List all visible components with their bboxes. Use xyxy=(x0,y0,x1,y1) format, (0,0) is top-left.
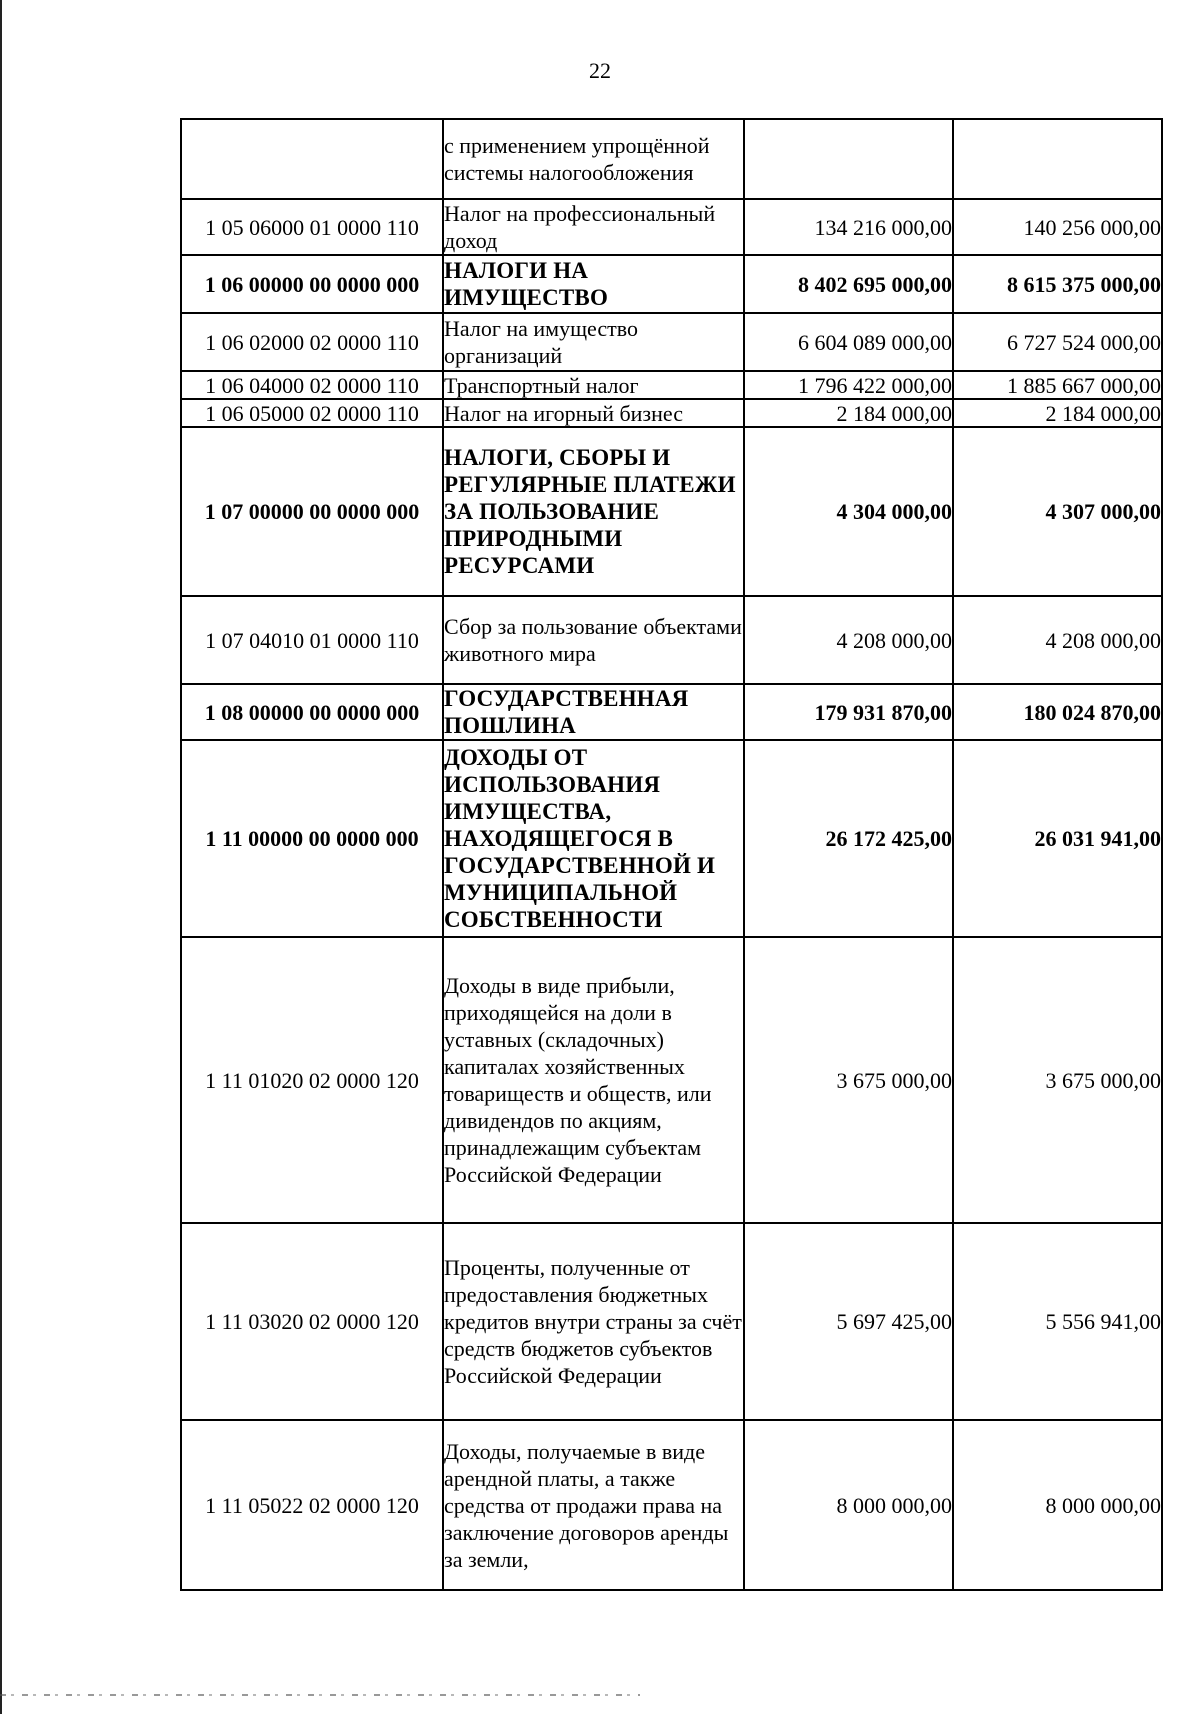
revenue-table xyxy=(180,118,1163,1591)
budget-code: 1 11 05022 02 0000 120 xyxy=(181,1420,443,1590)
table-row-section xyxy=(181,740,1162,937)
scan-edge xyxy=(0,0,2,1714)
revenue-name: Проценты, полученные от предоставления бюджетных кредитов внутри страны за счёт средств бюджетов субъектов Российской Федерации xyxy=(443,1223,744,1420)
amount-year-1: 3 675 000,00 xyxy=(744,937,953,1223)
table-row xyxy=(181,371,1162,399)
table-row-section xyxy=(181,684,1162,740)
scan-artifact xyxy=(0,1694,640,1696)
amount-year-1 xyxy=(744,119,953,199)
amount-year-1: 5 697 425,00 xyxy=(744,1223,953,1420)
amount-year-2: 26 031 941,00 xyxy=(953,740,1162,937)
amount-year-2: 5 556 941,00 xyxy=(953,1223,1162,1420)
amount-year-1: 4 208 000,00 xyxy=(744,596,953,684)
amount-year-2: 2 184 000,00 xyxy=(953,399,1162,427)
table-row-section xyxy=(181,255,1162,313)
amount-year-2: 6 727 524 000,00 xyxy=(953,313,1162,371)
amount-year-1: 26 172 425,00 xyxy=(744,740,953,937)
budget-code: 1 11 03020 02 0000 120 xyxy=(181,1223,443,1420)
budget-code: 1 05 06000 01 0000 110 xyxy=(181,199,443,255)
amount-year-1: 134 216 000,00 xyxy=(744,199,953,255)
amount-year-1: 179 931 870,00 xyxy=(744,684,953,740)
budget-code: 1 08 00000 00 0000 000 xyxy=(181,684,443,740)
budget-code: 1 06 00000 00 0000 000 xyxy=(181,255,443,313)
page-number: 22 xyxy=(589,58,611,83)
budget-code: 1 06 05000 02 0000 110 xyxy=(181,399,443,427)
amount-year-2: 140 256 000,00 xyxy=(953,199,1162,255)
amount-year-1: 8 402 695 000,00 xyxy=(744,255,953,313)
amount-year-2: 4 307 000,00 xyxy=(953,427,1162,596)
amount-year-2: 1 885 667 000,00 xyxy=(953,371,1162,399)
revenue-name: ГОСУДАРСТВЕННАЯ ПОШЛИНА xyxy=(443,684,744,740)
budget-code: 1 11 01020 02 0000 120 xyxy=(181,937,443,1223)
table-row xyxy=(181,937,1162,1223)
amount-year-2 xyxy=(953,119,1162,199)
table-row xyxy=(181,596,1162,684)
amount-year-1: 6 604 089 000,00 xyxy=(744,313,953,371)
revenue-name: Транспортный налог xyxy=(443,371,744,399)
amount-year-1: 4 304 000,00 xyxy=(744,427,953,596)
revenue-name: ДОХОДЫ ОТ ИСПОЛЬЗОВАНИЯ ИМУЩЕСТВА, НАХОДЯЩЕГОСЯ В ГОСУДАРСТВЕННОЙ И МУНИЦИПАЛЬНОЙ СОБСТВЕННОСТИ xyxy=(443,740,744,937)
revenue-name: НАЛОГИ, СБОРЫ И РЕГУЛЯРНЫЕ ПЛАТЕЖИ ЗА ПОЛЬЗОВАНИЕ ПРИРОДНЫМИ РЕСУРСАМИ xyxy=(443,427,744,596)
revenue-name: Налог на имущество организаций xyxy=(443,313,744,371)
revenue-name: Налог на игорный бизнес xyxy=(443,399,744,427)
table-row xyxy=(181,199,1162,255)
budget-code: 1 11 00000 00 0000 000 xyxy=(181,740,443,937)
amount-year-2: 8 615 375 000,00 xyxy=(953,255,1162,313)
revenue-name: Доходы, получаемые в виде арендной платы, а также средства от продажи права на заключение договоров аренды за земли, xyxy=(443,1420,744,1590)
revenue-name: Сбор за пользование объектами животного мира xyxy=(443,596,744,684)
amount-year-2: 180 024 870,00 xyxy=(953,684,1162,740)
amount-year-1: 8 000 000,00 xyxy=(744,1420,953,1590)
table-row xyxy=(181,1420,1162,1590)
table-row xyxy=(181,119,1162,199)
amount-year-1: 1 796 422 000,00 xyxy=(744,371,953,399)
budget-code xyxy=(181,119,443,199)
table-row-section xyxy=(181,427,1162,596)
amount-year-2: 3 675 000,00 xyxy=(953,937,1162,1223)
amount-year-2: 4 208 000,00 xyxy=(953,596,1162,684)
table-row xyxy=(181,313,1162,371)
table-row xyxy=(181,399,1162,427)
amount-year-2: 8 000 000,00 xyxy=(953,1420,1162,1590)
revenue-name: Налог на профессиональный доход xyxy=(443,199,744,255)
budget-code: 1 06 02000 02 0000 110 xyxy=(181,313,443,371)
revenue-name: с применением упрощённой системы налогообложения xyxy=(443,119,744,199)
revenue-name: Доходы в виде прибыли, приходящейся на доли в уставных (складочных) капиталах хозяйственных товариществ и обществ, или дивидендов по акциям, принадлежащим субъектам Российской Федерации xyxy=(443,937,744,1223)
budget-code: 1 06 04000 02 0000 110 xyxy=(181,371,443,399)
budget-code: 1 07 00000 00 0000 000 xyxy=(181,427,443,596)
revenue-name: НАЛОГИ НА ИМУЩЕСТВО xyxy=(443,255,744,313)
table-row xyxy=(181,1223,1162,1420)
budget-code: 1 07 04010 01 0000 110 xyxy=(181,596,443,684)
amount-year-1: 2 184 000,00 xyxy=(744,399,953,427)
